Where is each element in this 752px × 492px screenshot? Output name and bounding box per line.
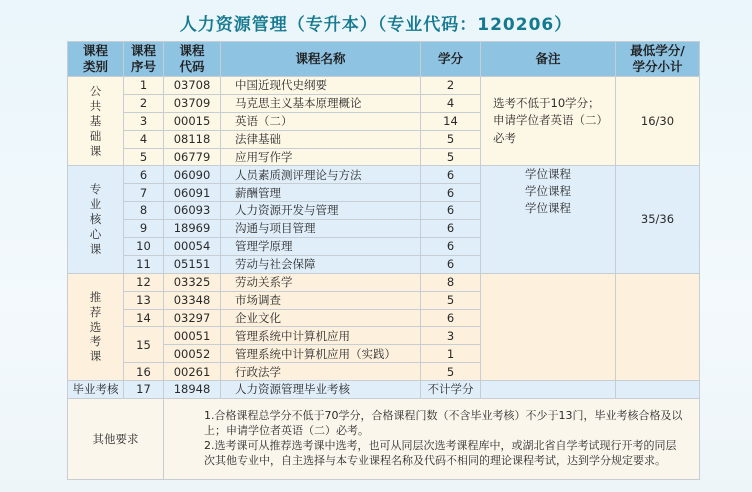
other-requirements [164,399,700,480]
cell-code: 03325 [164,273,221,291]
cell-code: 00015 [164,112,221,130]
cell-code: 03709 [164,94,221,112]
cell-note [481,381,616,399]
cell-code: 03708 [164,77,221,95]
cell-code: 00261 [164,363,221,381]
cell-credit: 5 [421,291,481,309]
cell-credit: 4 [421,94,481,112]
cell-seq: 13 [124,291,164,309]
cell-name: 人力资源开发与管理 [221,202,421,220]
cell-min-credit: 16/30 [616,77,700,166]
cell-seq: 9 [124,220,164,238]
cell-seq: 1 [124,77,164,95]
cell-credit: 5 [421,130,481,148]
cell-credit: 6 [421,202,481,220]
cell-name: 薪酬管理 [221,184,421,202]
cell-seq: 4 [124,130,164,148]
cell-code: 06090 [164,166,221,184]
header-name: 课程名称 [221,42,421,77]
cell-name: 管理系统中计算机应用（实践） [221,345,421,363]
requirement-2: 2.选考课可从推荐选考课中选考，也可从同层次选考课程库中，或湖北省自学考试现行开考的同层次其他专业中，自主选择与本专业课程名称及代码不相同的理论课程考试，达到学分规定要求。 [204,439,677,467]
table-header-row [68,42,700,77]
degree-course-note: 学位课程 [525,184,571,199]
cell-credit: 6 [421,255,481,273]
degree-course-note: 学位课程 [525,201,571,216]
cell-credit: 6 [421,220,481,238]
cell-name: 市场调查 [221,291,421,309]
cell-note [481,166,616,273]
category-label: 公共基础课 [89,83,102,158]
cell-seq: 8 [124,202,164,220]
category-elective [68,273,124,380]
cell-credit: 8 [421,273,481,291]
cell-name: 应用写作学 [221,148,421,166]
cell-credit: 14 [421,112,481,130]
cell-code: 06779 [164,148,221,166]
cell-note: 选考不低于10学分；申请学位者英语（二）必考 [481,77,616,166]
cell-code: 06093 [164,202,221,220]
cell-name: 马克思主义基本原理概论 [221,94,421,112]
cell-code: 00051 [164,327,221,345]
cell-note [481,273,616,380]
cell-name: 中国近现代史纲要 [221,77,421,95]
cell-credit: 3 [421,327,481,345]
requirement-1: 1.合格课程总学分不低于70学分，合格课程门数（不含毕业考核）不少于13门，毕业考核合格及以上；申请学位者英语（二）必考。 [204,409,683,438]
header-code: 课程 代码 [164,42,221,77]
cell-seq: 11 [124,255,164,273]
cell-seq: 5 [124,148,164,166]
cell-min-credit [616,381,700,399]
cell-credit: 1 [421,345,481,363]
category-label: 专业核心课 [89,182,102,257]
cell-code: 03348 [164,291,221,309]
header-min-credit: 最低学分/ 学分小计 [616,42,700,77]
cell-name: 劳动关系学 [221,273,421,291]
cell-seq: 12 [124,273,164,291]
cell-credit: 6 [421,166,481,184]
category-public [68,77,124,166]
cell-name: 劳动与社会保障 [221,255,421,273]
cell-seq: 2 [124,94,164,112]
cell-name: 人员素质测评理论与方法 [221,166,421,184]
category-graduation: 毕业考核 [68,381,124,399]
table-row [68,381,700,399]
header-seq: 课程 序号 [124,42,164,77]
category-core [68,166,124,273]
curriculum-table [67,41,700,480]
cell-name: 沟通与项目管理 [221,220,421,238]
cell-name: 企业文化 [221,309,421,327]
cell-seq: 15 [124,327,164,363]
cell-code: 06091 [164,184,221,202]
table-row [68,273,700,291]
table-row [68,77,700,95]
cell-code: 00054 [164,238,221,256]
cell-credit: 不计学分 [421,381,481,399]
degree-course-note: 学位课程 [525,167,571,182]
header-credit: 学分 [421,42,481,77]
cell-credit: 5 [421,363,481,381]
cell-code: 08118 [164,130,221,148]
table-row [68,166,700,184]
header-note: 备注 [481,42,616,77]
cell-name: 管理学原理 [221,238,421,256]
cell-code: 00052 [164,345,221,363]
cell-min-credit [616,273,700,380]
cell-seq: 17 [124,381,164,399]
cell-code: 18948 [164,381,221,399]
cell-name: 法律基础 [221,130,421,148]
cell-seq: 10 [124,238,164,256]
cell-seq: 3 [124,112,164,130]
category-other: 其他要求 [68,399,164,480]
cell-min-credit: 35/36 [616,166,700,273]
cell-credit: 5 [421,148,481,166]
cell-name: 英语（二） [221,112,421,130]
cell-code: 18969 [164,220,221,238]
cell-name: 管理系统中计算机应用 [221,327,421,345]
cell-credit: 6 [421,309,481,327]
cell-seq: 6 [124,166,164,184]
category-label: 推荐选考课 [89,289,102,364]
cell-name: 行政法学 [221,363,421,381]
cell-name: 人力资源管理毕业考核 [221,381,421,399]
cell-seq: 14 [124,309,164,327]
cell-code: 03297 [164,309,221,327]
cell-credit: 6 [421,238,481,256]
header-category: 课程 类别 [68,42,124,77]
cell-credit: 2 [421,77,481,95]
cell-credit: 6 [421,184,481,202]
table-row [68,399,700,480]
cell-seq: 16 [124,363,164,381]
page-title: 人力资源管理（专升本）（专业代码：120206） [179,15,573,35]
cell-seq: 7 [124,184,164,202]
cell-code: 05151 [164,255,221,273]
